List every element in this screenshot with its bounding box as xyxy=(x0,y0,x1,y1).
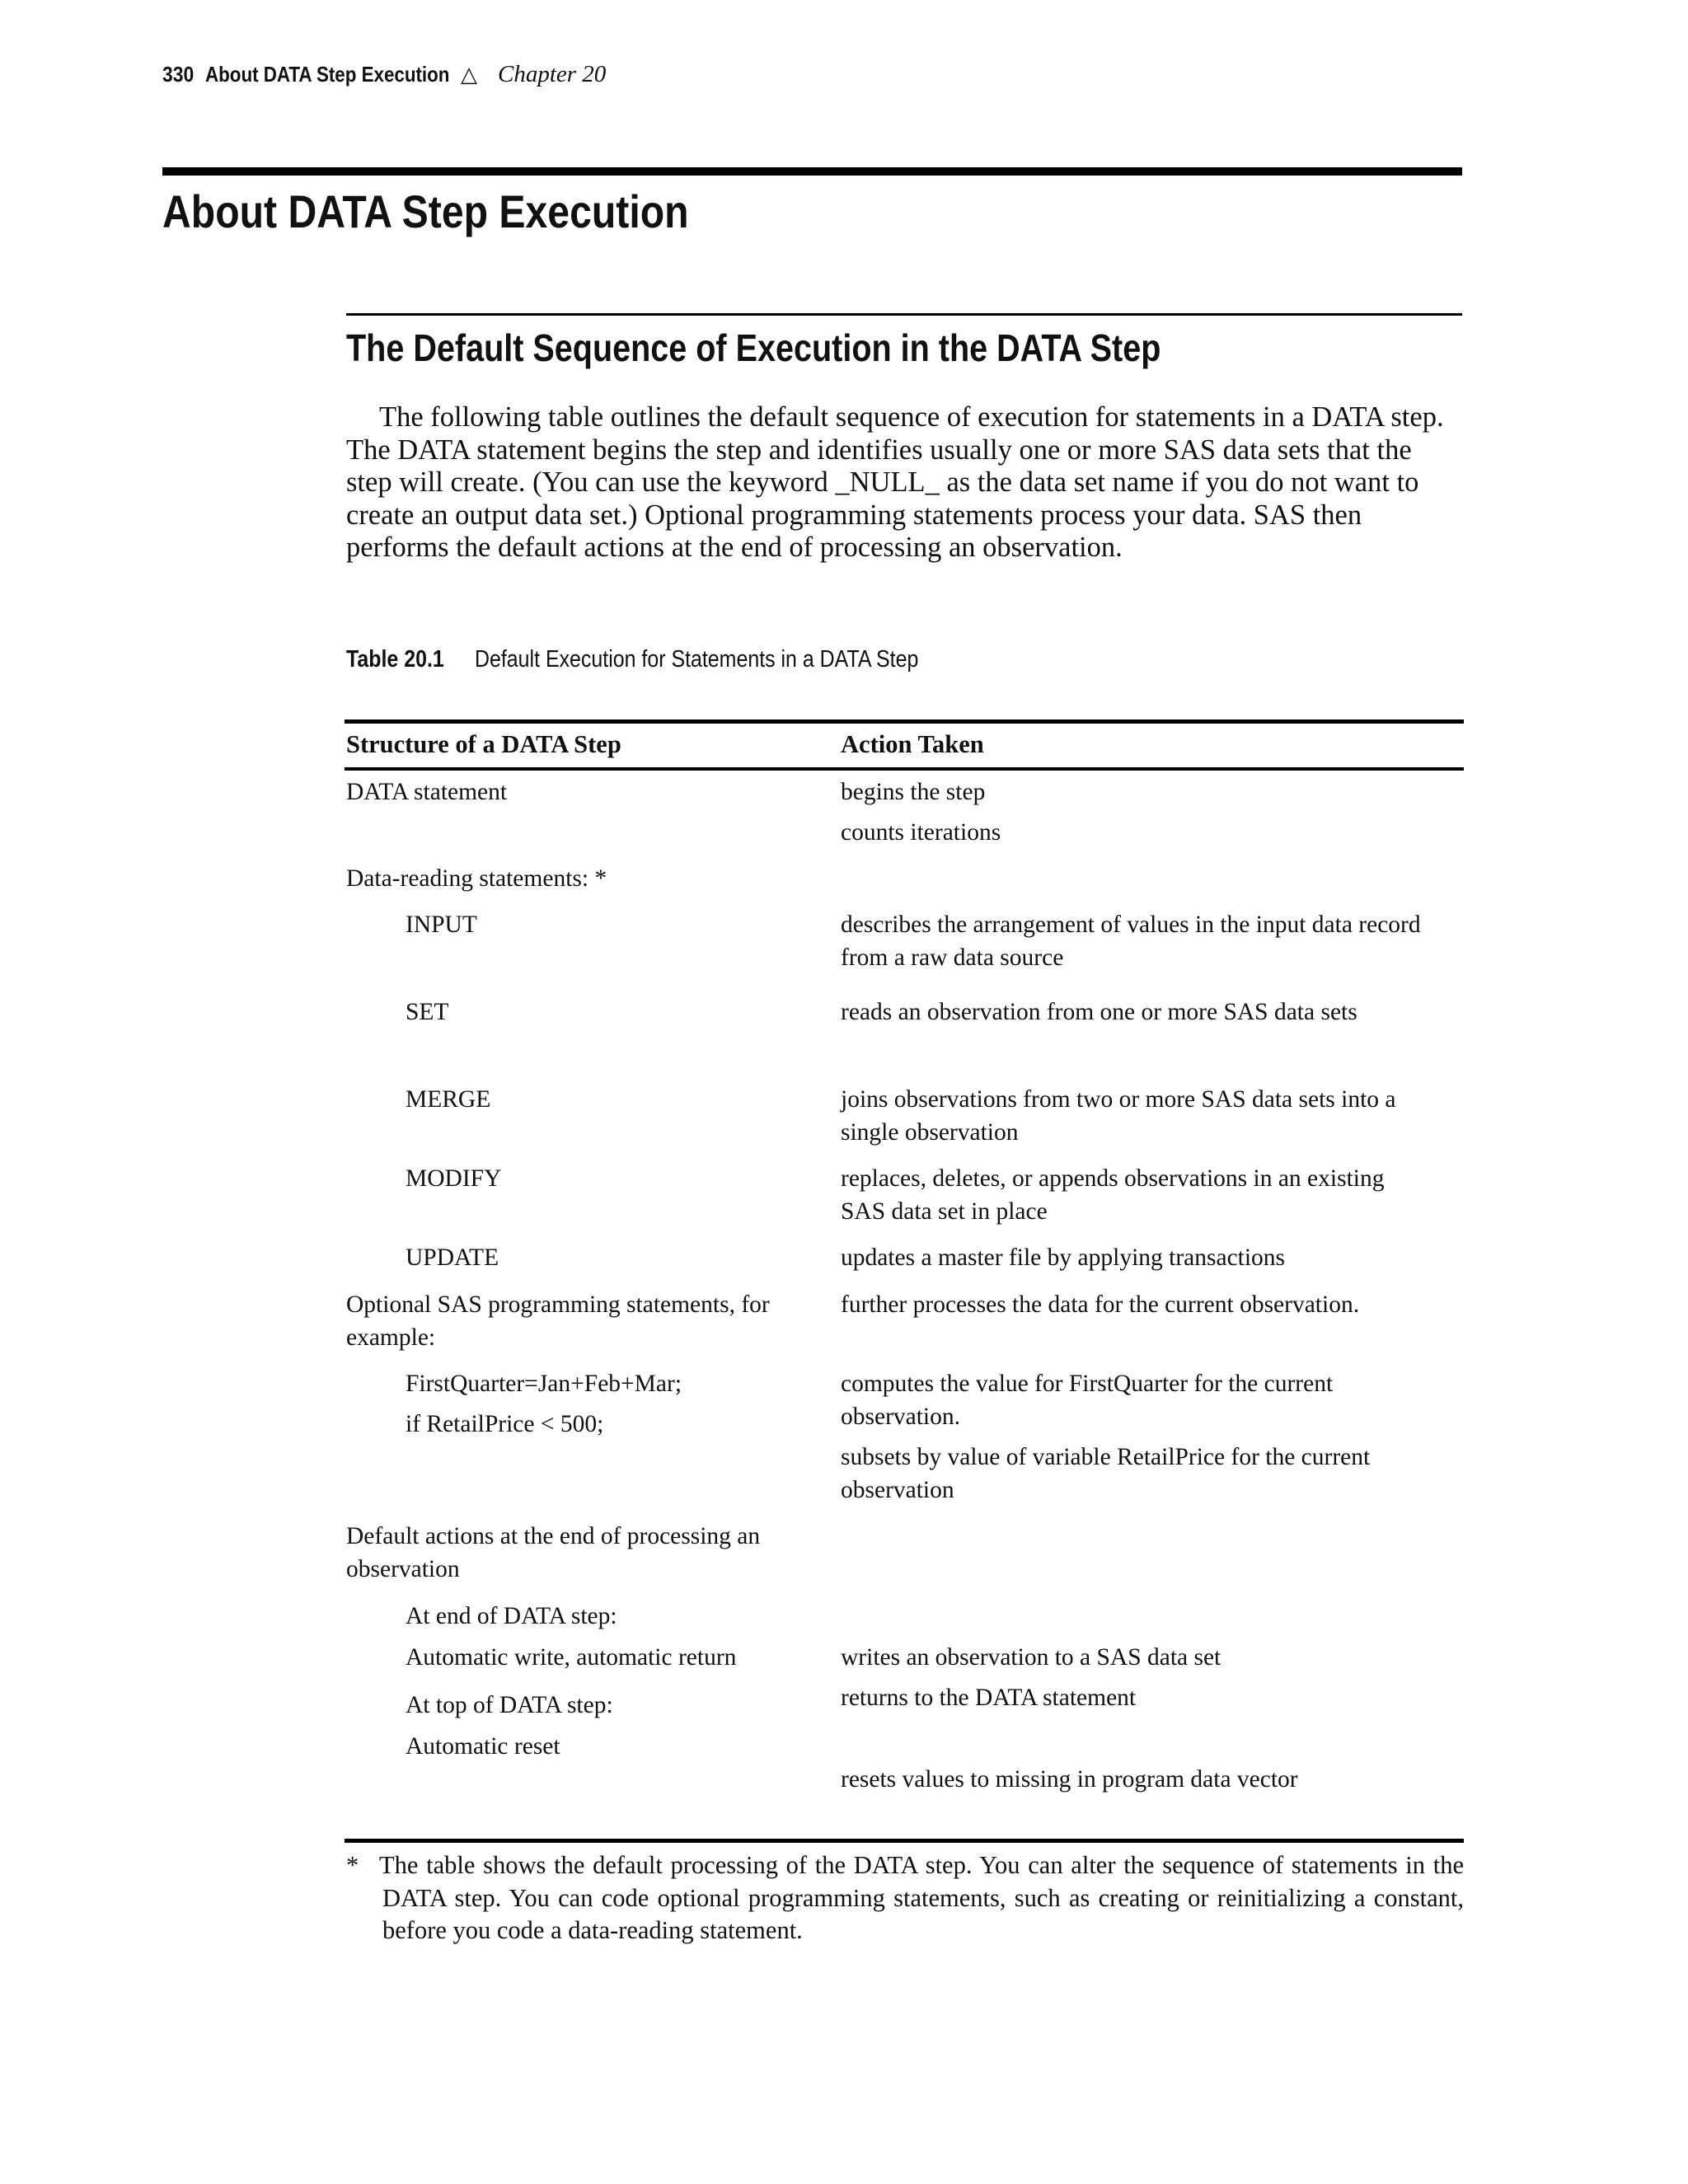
running-header-chapter: Chapter 20 xyxy=(498,61,607,87)
table-cell-action: begins the step xyxy=(841,779,986,805)
page-number: 330 xyxy=(162,62,195,87)
table-cell-structure: Optional SAS programming statements, for example: xyxy=(346,1291,770,1351)
table-header-action: Action Taken xyxy=(841,730,984,758)
table-cell-action: replaces, deletes, or appends observations in an existing SAS data set in place xyxy=(841,1165,1385,1225)
table-caption xyxy=(346,643,991,676)
table-header-rule xyxy=(345,767,1464,771)
table-cell-action: resets values to missing in program data vector xyxy=(841,1766,1298,1793)
table-cell-action: writes an observation to a SAS data set xyxy=(841,1644,1221,1671)
table-cell-structure: INPUT xyxy=(406,912,477,938)
table-cell-structure: Automatic reset xyxy=(406,1733,560,1760)
chapter-rule xyxy=(162,167,1462,176)
table-cell-structure: DATA statement xyxy=(346,779,508,805)
table-cell-action: computes the value for FirstQuarter for the current observation. xyxy=(841,1371,1334,1430)
running-header xyxy=(162,61,606,89)
table-cell-action: counts iterations xyxy=(841,819,1001,846)
table-cell-structure: MERGE xyxy=(406,1086,491,1113)
table-cell-structure: FirstQuarter=Jan+Feb+Mar; xyxy=(406,1371,682,1397)
table-cell-structure: Default actions at the end of processing an observation xyxy=(346,1523,761,1582)
table-caption-text: Default Execution for Statements in a DATA Step xyxy=(475,646,919,673)
section-rule xyxy=(346,313,1462,316)
table-cell-structure: Automatic write, automatic return xyxy=(406,1644,737,1671)
table-cell-action: reads an observation from one or more SAS data sets xyxy=(841,999,1357,1025)
table-cell-structure: SET xyxy=(406,999,449,1025)
table-top-rule xyxy=(345,719,1464,724)
table-header-structure: Structure of a DATA Step xyxy=(346,730,621,758)
table-cell-action: joins observations from two or more SAS data sets into a single observation xyxy=(841,1086,1396,1146)
table-cell-structure: Data-reading statements: * xyxy=(346,865,607,892)
footnote-marker: * xyxy=(346,1851,359,1879)
table-cell-action: describes the arrangement of values in the input data record from a raw data source xyxy=(841,912,1421,971)
table-cell-action: further processes the data for the current observation. xyxy=(841,1291,1360,1318)
footnote-text: The table shows the default processing of the DATA step. You can alter the sequence of statements in the DATA step. You can code optional programming statements, such as creating or reinitializing a constant, before you code a data-reading statement. xyxy=(379,1851,1464,1944)
table-bottom-rule xyxy=(345,1839,1464,1843)
table-cell-action: subsets by value of variable RetailPrice for the current observation xyxy=(841,1444,1371,1503)
table-cell-structure: At top of DATA step: xyxy=(406,1692,613,1718)
table-cell-action: updates a master file by applying transactions xyxy=(841,1244,1286,1271)
chapter-title: About DATA Step Execution xyxy=(162,185,689,237)
table-caption-label: Table 20.1 xyxy=(346,646,444,673)
table-cell-action: returns to the DATA statement xyxy=(841,1685,1137,1711)
table-footnote xyxy=(346,1849,1464,1947)
table-cell-structure: MODIFY xyxy=(406,1165,502,1192)
running-header-section: About DATA Step Execution xyxy=(205,62,450,87)
table-cell-structure: UPDATE xyxy=(406,1244,499,1271)
section-title: The Default Sequence of Execution in the DATA Step xyxy=(346,326,1161,369)
table-cell-structure: if RetailPrice < 500; xyxy=(406,1411,604,1437)
intro-paragraph: The following table outlines the default sequence of execution for statements in a DATA step. The DATA statement begins the step and identifies usually one or more SAS data sets that the step will create. (You can use the keyword _NULL_ as the data set name if you do not want to create an output data set.) Optional programming statements process your data. SAS then performs the default actions at the end of processing an observation. xyxy=(346,401,1444,564)
table-cell-structure: At end of DATA step: xyxy=(406,1603,617,1629)
triangle-separator-icon: △ xyxy=(461,63,477,87)
